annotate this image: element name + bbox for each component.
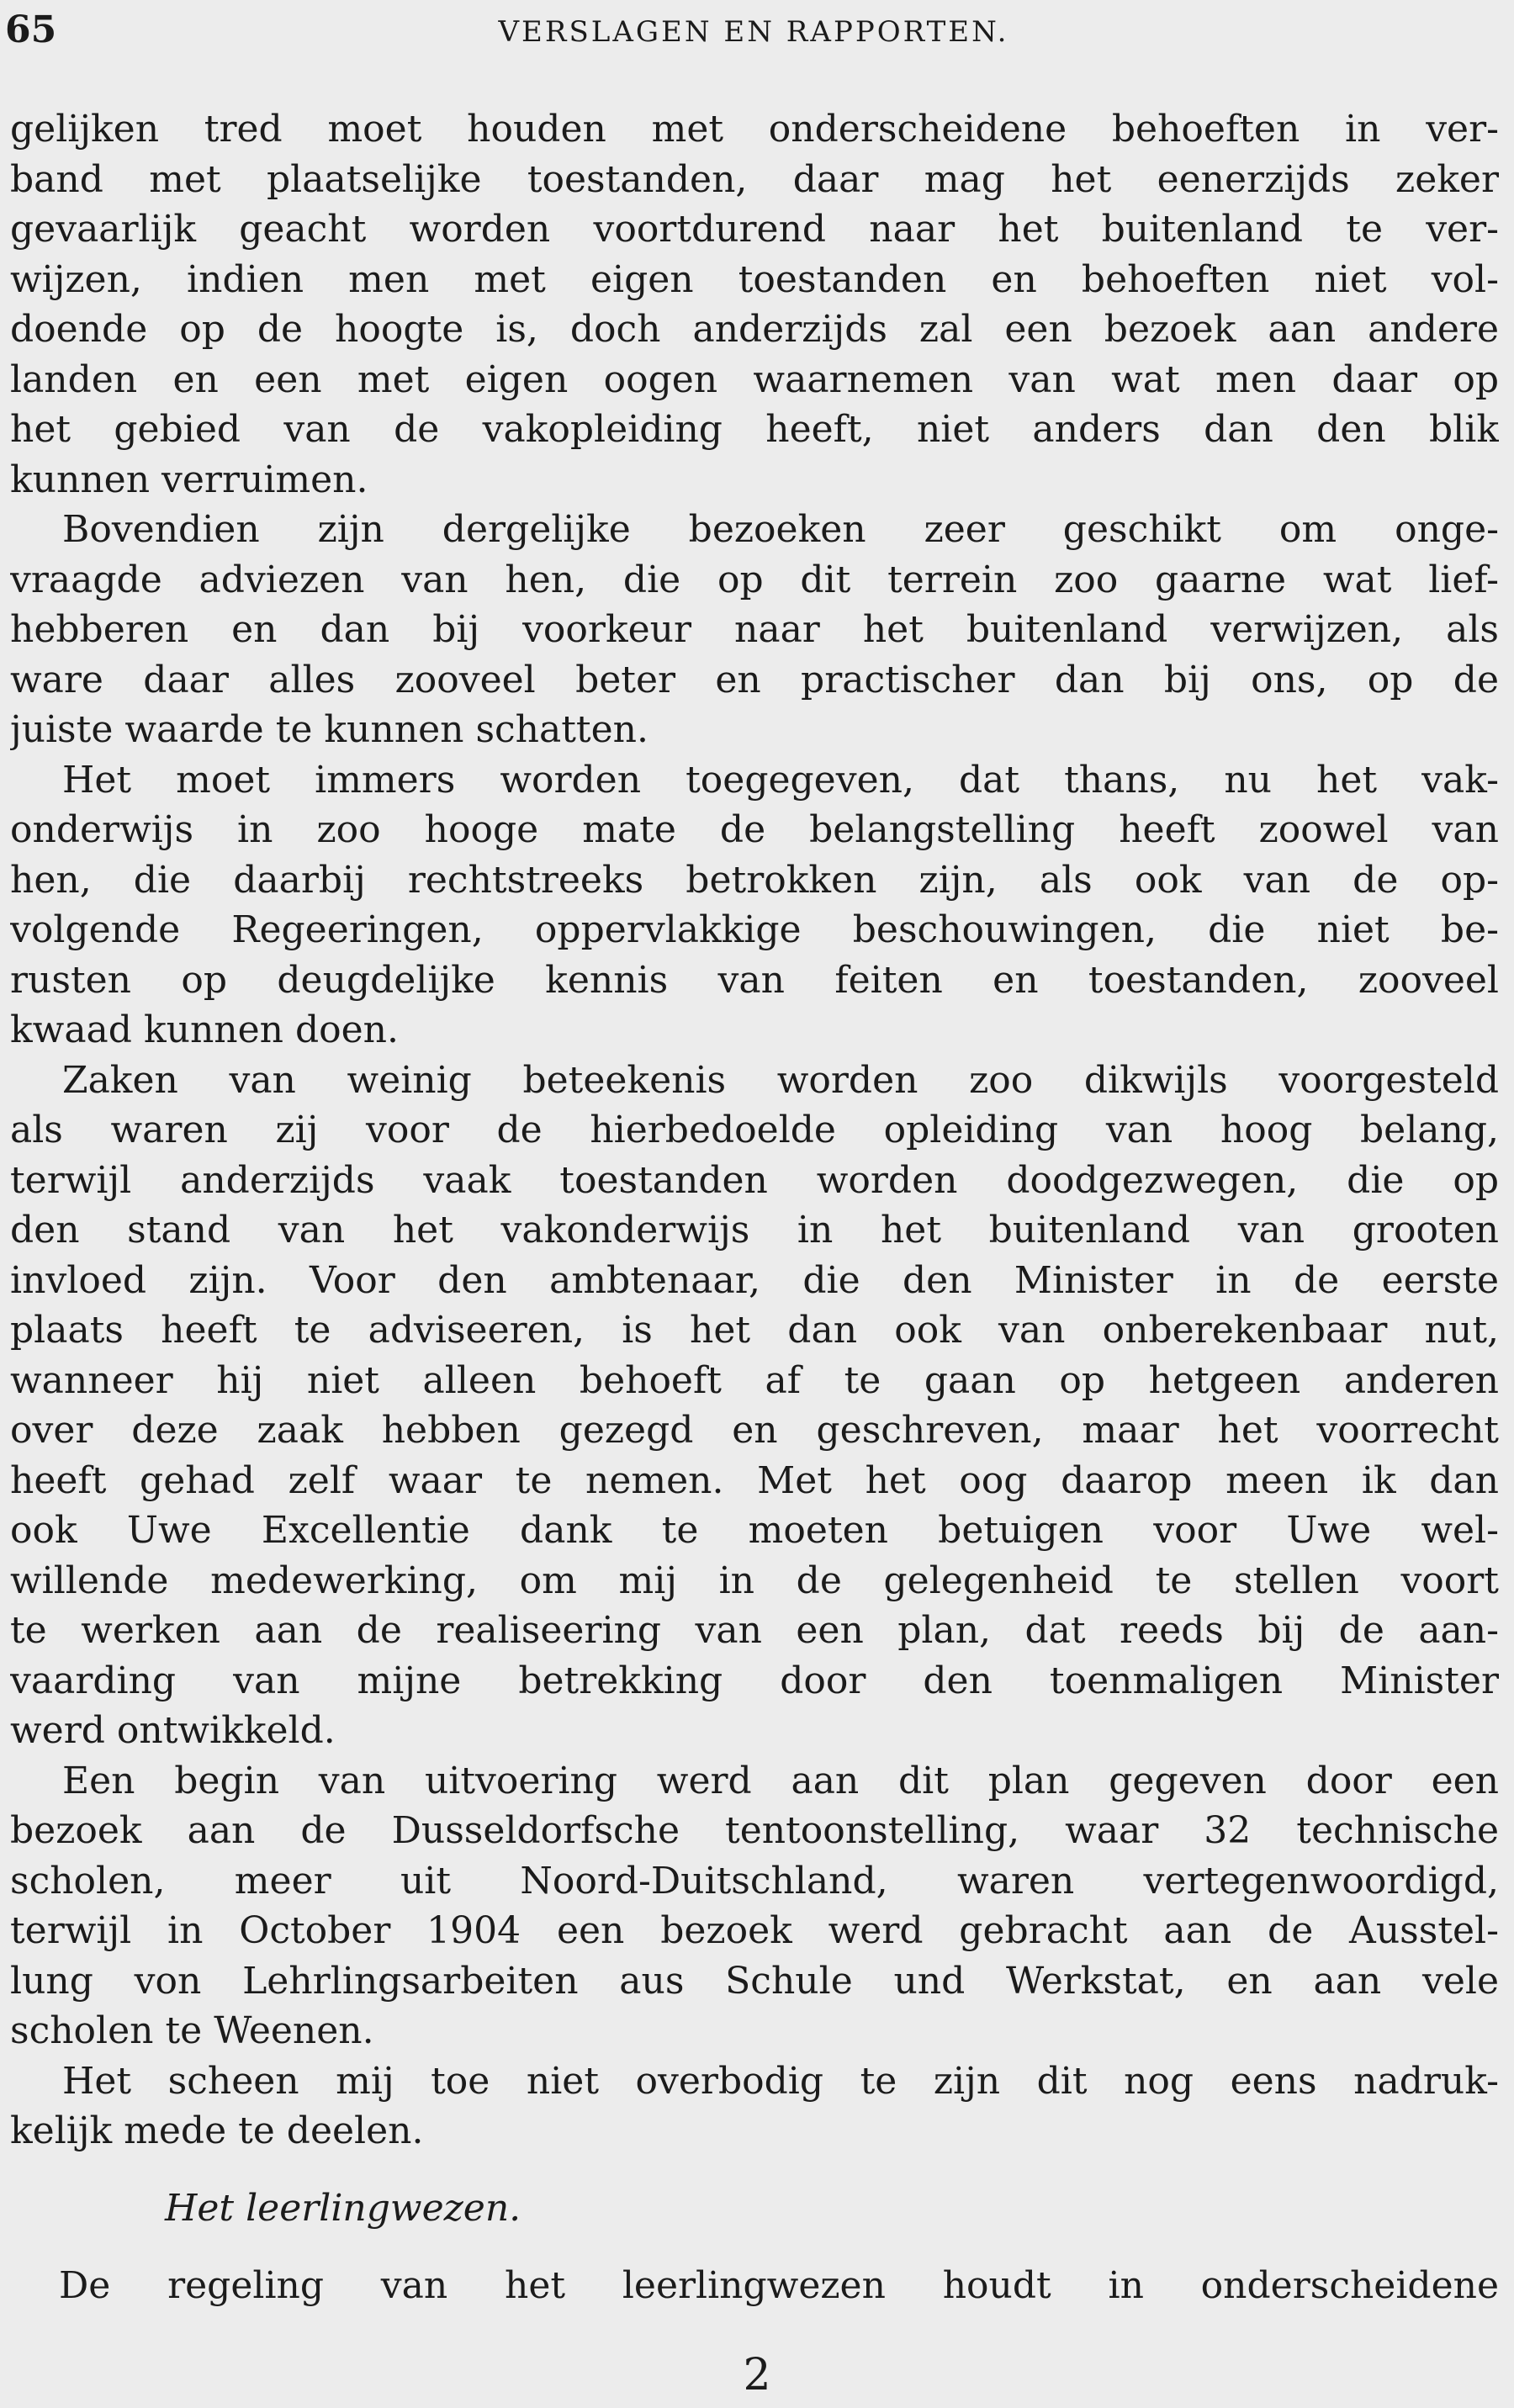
text-line: landen en een met eigen oogen waarnemen van wat men daar op <box>10 357 1499 401</box>
text-line: kelijk mede te deelen. <box>10 2109 424 2152</box>
text-line: wanneer hij niet alleen behoeft af te gaan op hetgeen anderen <box>10 1358 1499 1402</box>
text-line: invloed zijn. Voor den ambtenaar, die den Minister in de eerste <box>10 1258 1499 1302</box>
section-heading: Het leerlingwezen. <box>165 2187 521 2230</box>
text-line: den stand van het vakonderwijs in het buitenland van grooten <box>10 1209 1499 1252</box>
text-line: doende op de hoogte is, doch anderzijds zal een bezoek aan andere <box>10 308 1499 351</box>
text-line: kunnen verruimen. <box>10 458 368 501</box>
text-line: Een begin van uitvoering werd aan dit plan gegeven door een <box>62 1759 1499 1802</box>
page-number: 65 <box>5 8 57 51</box>
text-line: plaats heeft te adviseeren, is het dan ook van onberekenbaar nut, <box>10 1309 1499 1352</box>
text-line: terwijl anderzijds vaak toestanden worden doodgezwegen, die op <box>10 1158 1499 1202</box>
text-line: hebberen en dan bij voorkeur naar het buitenland verwijzen, als <box>10 608 1499 651</box>
text-line: te werken aan de realiseering van een plan, dat reeds bij de aan- <box>10 1609 1499 1652</box>
text-line: band met plaatselijke toestanden, daar mag het eenerzijds zeker <box>10 157 1499 201</box>
text-line: vaarding van mijne betrekking door den toenmaligen Minister <box>10 1659 1499 1702</box>
text-line: bezoek aan de Dusseldorfsche tentoonstelling, waar 32 technische <box>10 1809 1499 1852</box>
page-header <box>5 5 1502 54</box>
signature-mark: 2 <box>743 2350 771 2400</box>
text-line: onderwijs in zoo hooge mate de belangstelling heeft zoowel van <box>10 808 1499 851</box>
text-line: juiste waarde te kunnen schatten. <box>10 708 648 751</box>
text-line: kwaad kunnen doen. <box>10 1008 399 1051</box>
text-line: wijzen, indien men met eigen toestanden en behoeften niet vol- <box>10 257 1499 301</box>
text-line: willende medewerking, om mij in de gelegenheid te stellen voort <box>10 1559 1499 1602</box>
text-line: rusten op deugdelijke kennis van feiten en toestanden, zooveel <box>10 958 1499 1002</box>
text-line: Het scheen mij toe niet overbodig te zijn dit nog eens nadruk- <box>62 2059 1499 2103</box>
body-text <box>10 104 1499 2157</box>
text-line: Het moet immers worden toegegeven, dat thans, nu het vak- <box>62 758 1499 802</box>
text-line: scholen te Weenen. <box>10 2009 374 2052</box>
text-line: het gebied van de vakopleiding heeft, niet anders dan den blik <box>10 408 1499 451</box>
text-line: terwijl in October 1904 een bezoek werd gebracht aan de Ausstel- <box>10 1909 1499 1952</box>
text-line: hen, die daarbij rechtstreeks betrokken zijn, als ook van de op- <box>10 858 1499 902</box>
text-line: werd ontwikkeld. <box>10 1709 336 1752</box>
text-line: Bovendien zijn dergelijke bezoeken zeer geschikt om onge- <box>62 508 1499 551</box>
running-title: VERSLAGEN EN RAPPORTEN. <box>498 15 1009 49</box>
text-line: vraagde adviezen van hen, die op dit terrein zoo gaarne wat lief- <box>10 558 1499 601</box>
text-line: als waren zij voor de hierbedoelde opleiding van hoog belang, <box>10 1109 1499 1151</box>
text-line: ware daar alles zooveel beter en practischer dan bij ons, op de <box>10 658 1499 701</box>
text-line: volgende Regeeringen, oppervlakkige beschouwingen, die niet be- <box>10 908 1499 951</box>
text-line: gelijken tred moet houden met onderscheidene behoeften in ver- <box>10 108 1499 151</box>
text-line: ook Uwe Excellentie dank te moeten betuigen voor Uwe wel- <box>10 1509 1499 1552</box>
text-line: Zaken van weinig beteekenis worden zoo dikwijls voorgesteld <box>62 1058 1499 1102</box>
text-line: heeft gehad zelf waar te nemen. Met het oog daarop meen ik dan <box>10 1458 1499 1502</box>
final-text-line: De regeling van het leerlingwezen houdt in onderscheidene <box>59 2264 1499 2307</box>
text-line: gevaarlijk geacht worden voortdurend naar het buitenland te ver- <box>10 208 1499 251</box>
text-line: scholen, meer uit Noord-Duitschland, waren vertegenwoordigd, <box>10 1859 1499 1903</box>
text-line: lung von Lehrlingsarbeiten aus Schule und Werkstat, en aan vele <box>10 1959 1499 2003</box>
text-line: over deze zaak hebben gezegd en geschreven, maar het voorrecht <box>10 1409 1499 1452</box>
